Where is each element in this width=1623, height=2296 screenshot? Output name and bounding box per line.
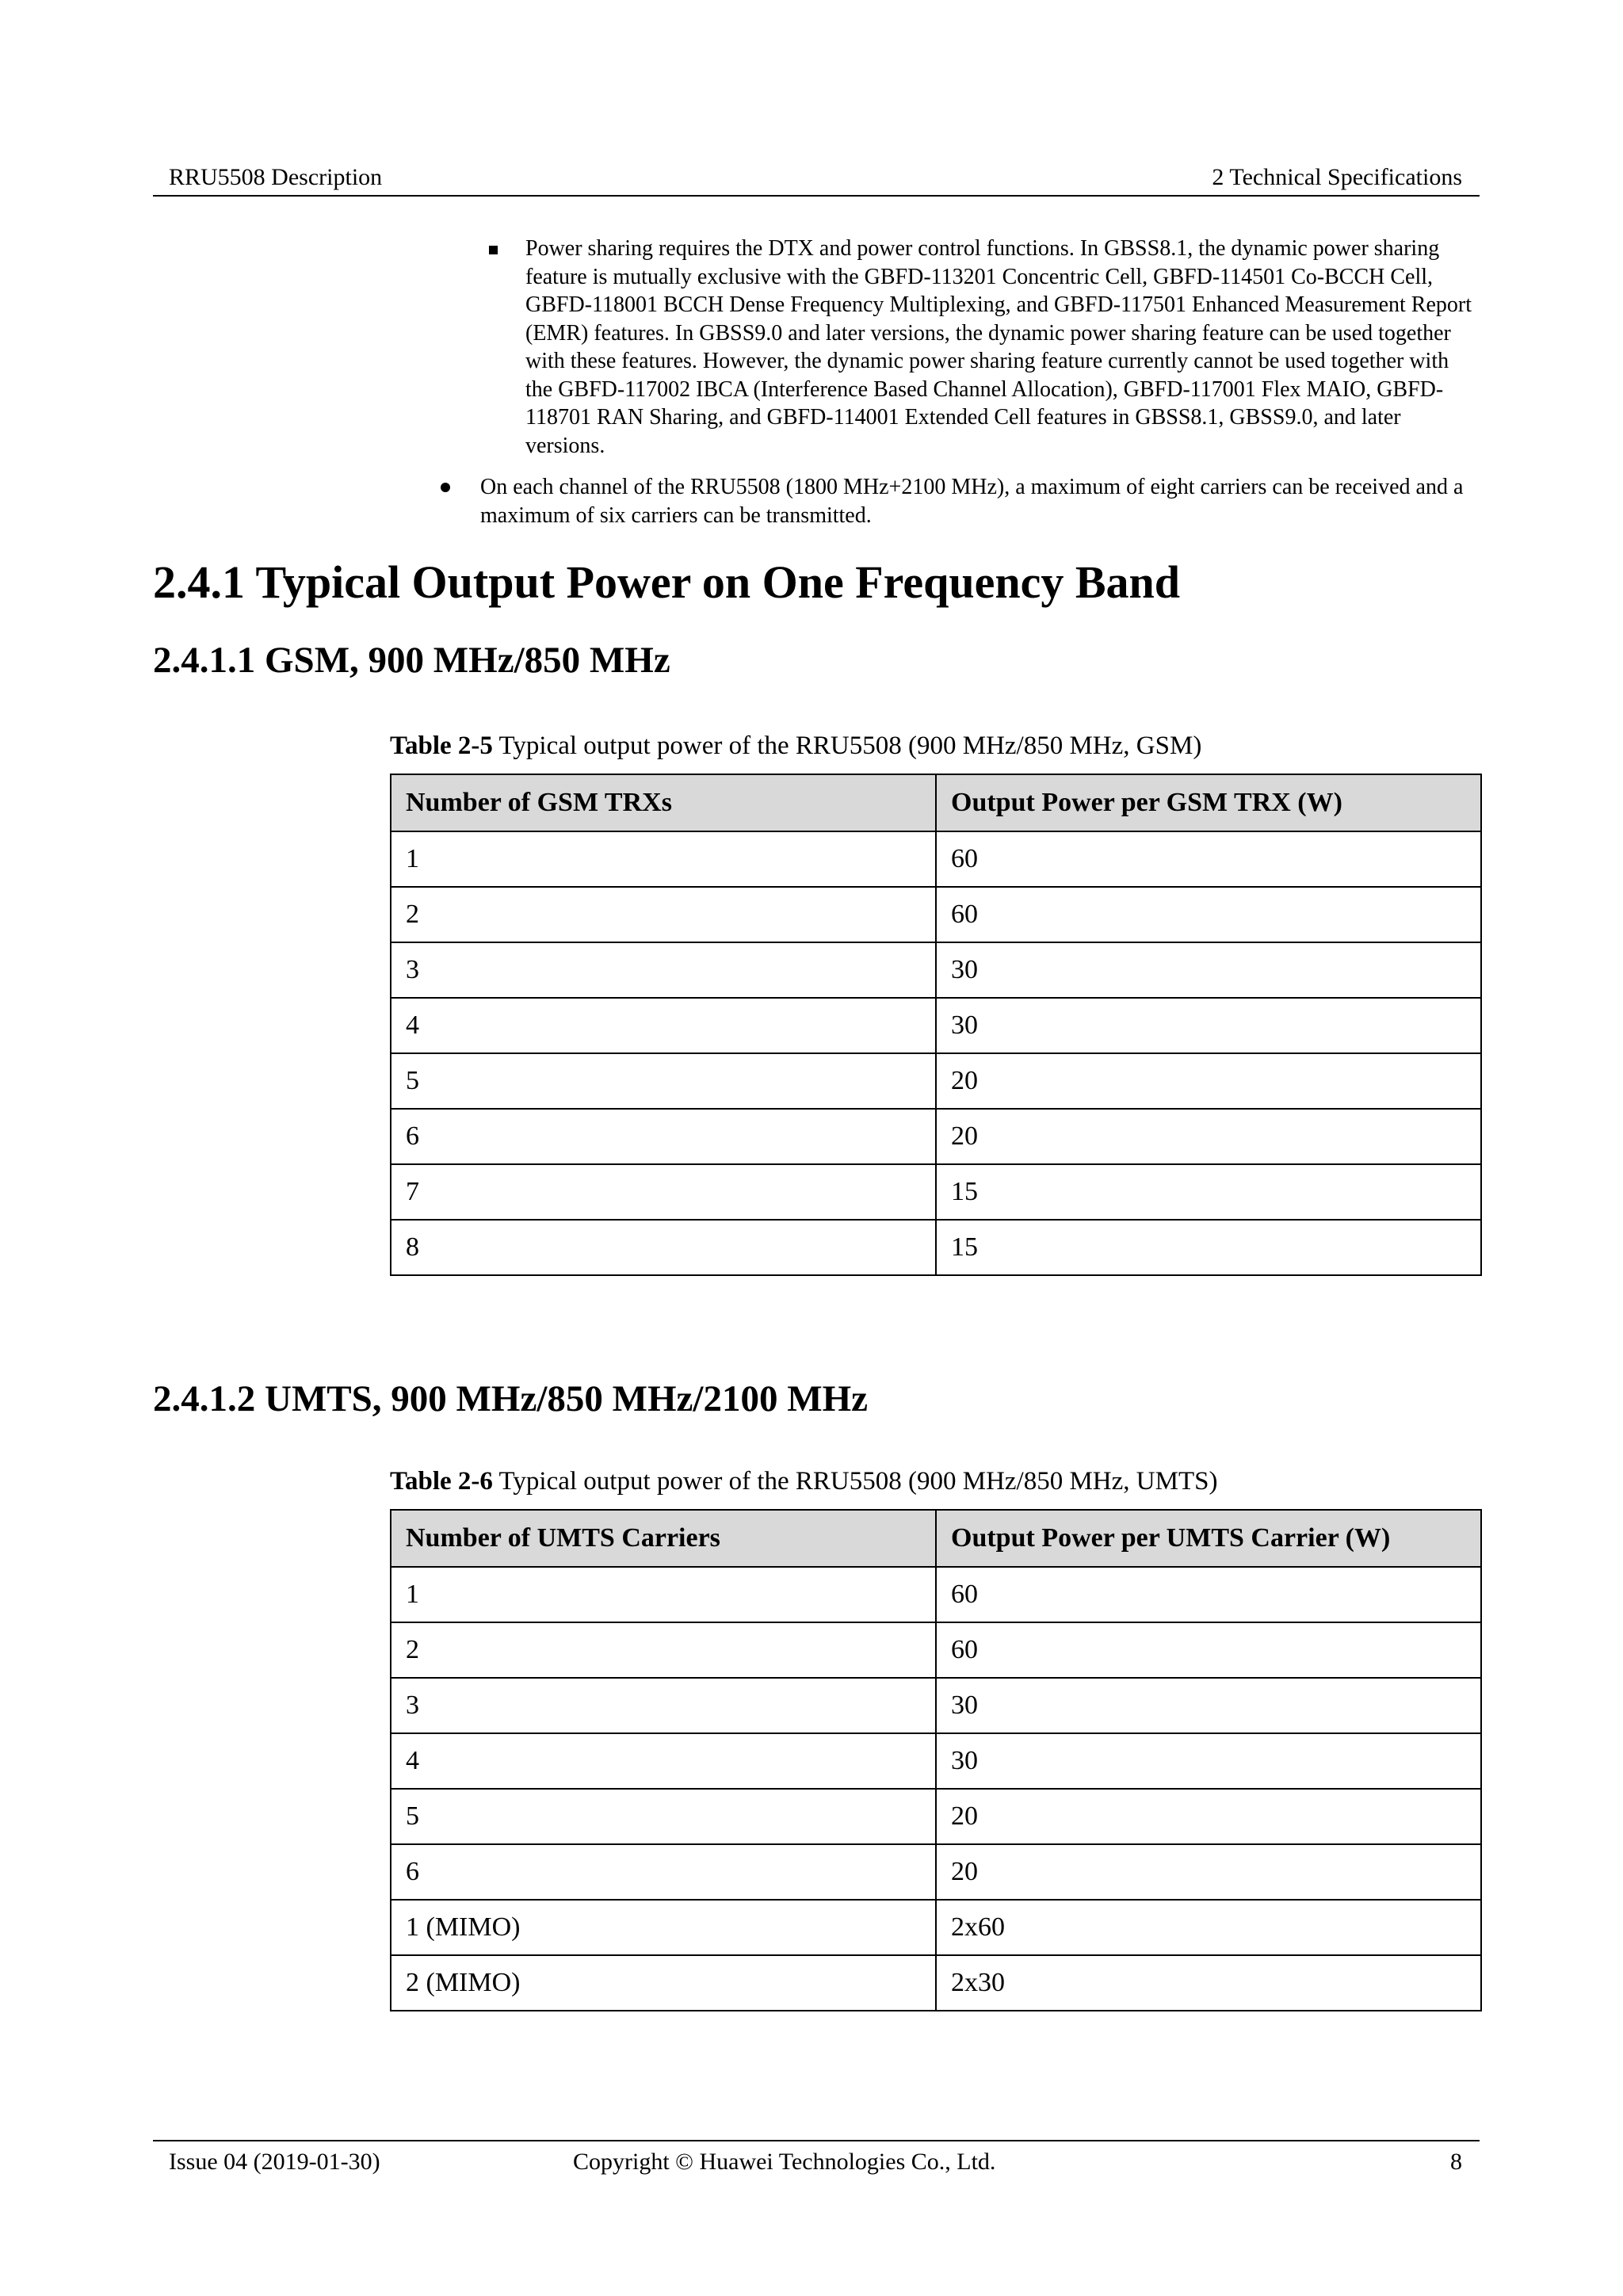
table-row [391, 1955, 1481, 2011]
gsm-power-table [390, 774, 1482, 1276]
table-row [391, 1789, 1481, 1844]
table-cell-count: 5 [391, 1789, 936, 1844]
table-cell-power: 20 [936, 1109, 1481, 1164]
table-row [391, 1164, 1481, 1220]
umts-heading: 2.4.1.2 UMTS, 900 MHz/850 MHz/2100 MHz [153, 1378, 868, 1419]
square-bullet-icon [489, 246, 498, 254]
table-cell-count: 8 [391, 1220, 936, 1275]
sub-bullet-note [489, 235, 1472, 460]
table-cell-power: 60 [936, 1622, 1481, 1678]
gsm-table-caption [390, 730, 1201, 762]
umts-col-output-power: Output Power per UMTS Carrier (W) [936, 1510, 1481, 1567]
table-cell-power: 60 [936, 887, 1481, 942]
table-cell-count: 5 [391, 1053, 936, 1109]
sub-bullet-text: Power sharing requires the DTX and power control functions. In GBSS8.1, the dynamic power sharing feature is mutually exclusive with the GBFD-113201 Concentric Cell, GBFD-114501 Co-BCCH Cell, GBFD-118001 BCCH Dense Frequency Multiplexing, and GBFD-117501 Enhanced Measurement Report (EMR) features. In GBSS9.0 and later versions, the dynamic power sharing feature can be used together with these features. However, the dynamic power sharing feature currently cannot be used together with the GBFD-117002 IBCA (Interference Based Channel Allocation), GBFD-117001 Flex MAIO, GBFD-118701 RAN Sharing, and GBFD-114001 Extended Cell features in GBSS8.1, GBSS9.0, and later versions. [525, 236, 1472, 458]
table-cell-power: 30 [936, 1733, 1481, 1789]
table-row [391, 831, 1481, 887]
page-header [153, 163, 1480, 197]
gsm-col-trx-count: Number of GSM TRXs [391, 774, 936, 831]
table-row [391, 942, 1481, 998]
table-cell-power: 60 [936, 1567, 1481, 1622]
gsm-col-output-power: Output Power per GSM TRX (W) [936, 774, 1481, 831]
table-cell-power: 15 [936, 1220, 1481, 1275]
section-heading: 2.4.1 Typical Output Power on One Frequency Band [153, 556, 1181, 608]
table-cell-power: 20 [936, 1053, 1481, 1109]
table-cell-count: 1 [391, 1567, 936, 1622]
header-doc-title: RRU5508 Description [169, 164, 383, 190]
table-cell-count: 1 (MIMO) [391, 1900, 936, 1955]
table-row [391, 998, 1481, 1053]
table-cell-power: 2x30 [936, 1955, 1481, 2011]
table-cell-power: 30 [936, 998, 1481, 1053]
footer-page-number: 8 [1450, 2149, 1462, 2175]
table-cell-count: 2 [391, 1622, 936, 1678]
table-row [391, 1109, 1481, 1164]
page-footer [153, 2140, 1480, 2176]
umts-table-caption [390, 1465, 1217, 1497]
umts-power-table [390, 1509, 1482, 2011]
bullet-note [441, 473, 1487, 529]
table-cell-count: 6 [391, 1844, 936, 1900]
gsm-caption-text: Typical output power of the RRU5508 (900 MHz/850 MHz, GSM) [492, 732, 1202, 760]
umts-caption-label: Table 2-6 [390, 1467, 493, 1496]
round-bullet-icon [441, 483, 450, 492]
header-chapter-title: 2 Technical Specifications [1212, 164, 1462, 190]
table-cell-power: 2x60 [936, 1900, 1481, 1955]
table-cell-count: 2 (MIMO) [391, 1955, 936, 2011]
table-row [391, 1622, 1481, 1678]
table-cell-power: 20 [936, 1789, 1481, 1844]
gsm-caption-label: Table 2-5 [390, 732, 493, 760]
bullet-text: On each channel of the RRU5508 (1800 MHz+2100 MHz), a maximum of eight carriers can be received and a maximum of six carriers can be transmitted. [480, 475, 1464, 528]
footer-issue: Issue 04 (2019-01-30) [169, 2149, 380, 2175]
table-row [391, 1053, 1481, 1109]
table-cell-count: 4 [391, 998, 936, 1053]
table-row [391, 1900, 1481, 1955]
table-header-row [391, 774, 1481, 831]
table-cell-count: 3 [391, 942, 936, 998]
table-cell-count: 4 [391, 1733, 936, 1789]
umts-col-carrier-count: Number of UMTS Carriers [391, 1510, 936, 1567]
table-row [391, 1567, 1481, 1622]
table-cell-count: 3 [391, 1678, 936, 1733]
table-row [391, 1220, 1481, 1275]
table-cell-power: 30 [936, 1678, 1481, 1733]
table-cell-count: 7 [391, 1164, 936, 1220]
table-cell-count: 1 [391, 831, 936, 887]
table-cell-power: 60 [936, 831, 1481, 887]
umts-caption-text: Typical output power of the RRU5508 (900 MHz/850 MHz, UMTS) [492, 1467, 1218, 1496]
footer-copyright: Copyright © Huawei Technologies Co., Ltd. [573, 2149, 996, 2175]
table-row [391, 1733, 1481, 1789]
table-cell-power: 20 [936, 1844, 1481, 1900]
table-header-row [391, 1510, 1481, 1567]
table-row [391, 1678, 1481, 1733]
table-cell-power: 15 [936, 1164, 1481, 1220]
table-row [391, 887, 1481, 942]
table-cell-count: 2 [391, 887, 936, 942]
gsm-heading: 2.4.1.1 GSM, 900 MHz/850 MHz [153, 640, 670, 681]
table-cell-count: 6 [391, 1109, 936, 1164]
table-cell-power: 30 [936, 942, 1481, 998]
table-row [391, 1844, 1481, 1900]
